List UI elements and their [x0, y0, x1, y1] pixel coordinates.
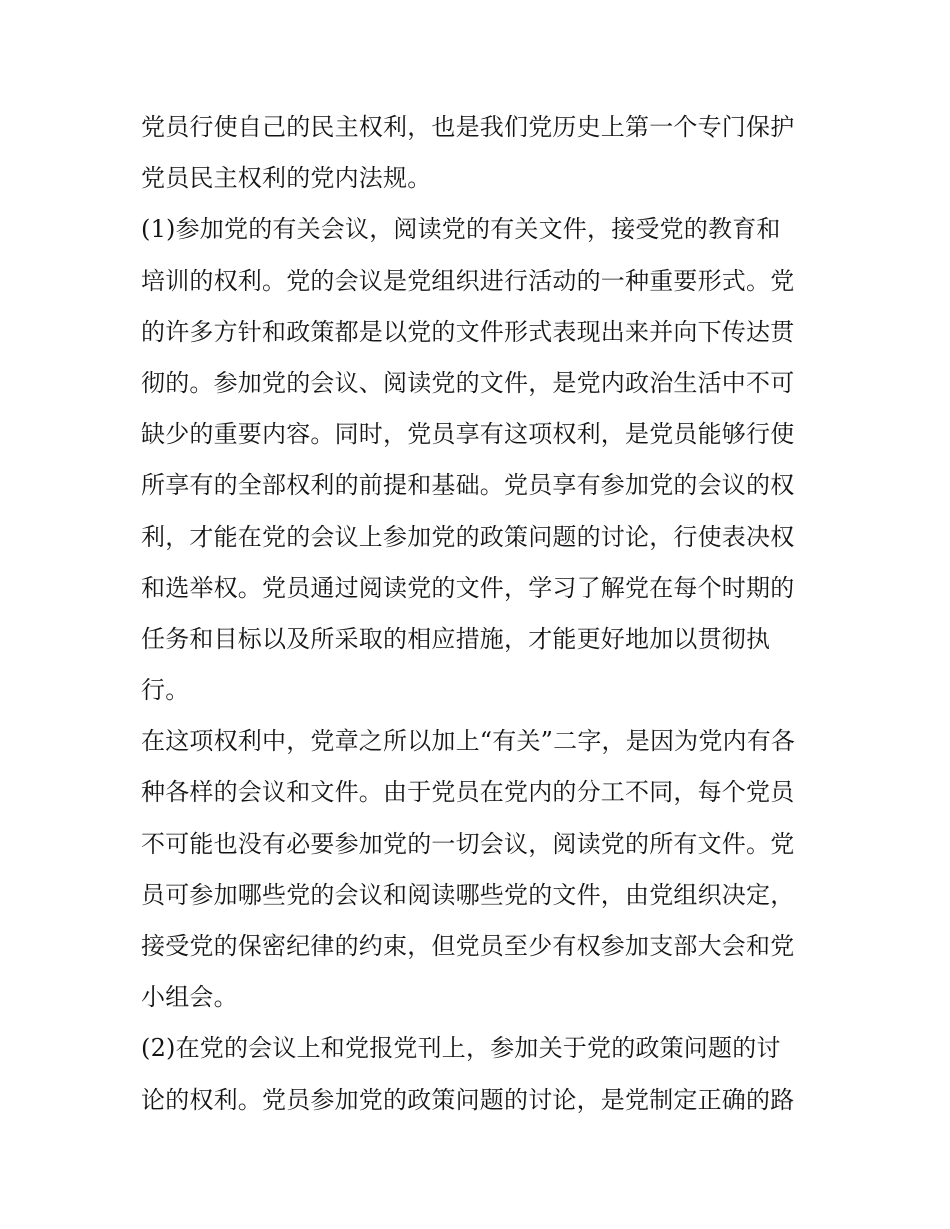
text-line: 的许多方针和政策都是以党的文件形式表现出来并向下传达贯 — [141, 317, 795, 346]
text-line: 缺少的重要内容。同时，党员享有这项权利，是党员能够行使 — [141, 420, 795, 449]
text-line: 彻的。参加党的会议、阅读党的文件，是党内政治生活中不可 — [141, 368, 795, 397]
text-line: (2)在党的会议上和党报党刊上，参加关于党的政策问题的讨 — [141, 1034, 781, 1063]
text-line: 利，才能在党的会议上参加党的政策问题的讨论，行使表决权 — [141, 522, 795, 551]
text-line: (1)参加党的有关会议，阅读党的有关文件，接受党的教育和 — [141, 215, 781, 244]
text-line: 和选举权。党员通过阅读党的文件，学习了解党在每个时期的 — [141, 573, 795, 602]
text-line: 小组会。 — [141, 983, 238, 1012]
text-line: 培训的权利。党的会议是党组织进行活动的一种重要形式。党 — [141, 266, 795, 295]
text-line: 行。 — [141, 676, 190, 705]
text-line: 在这项权利中，党章之所以加上“有关”二字，是因为党内有各 — [141, 727, 796, 756]
text-line: 任务和目标以及所采取的相应措施，才能更好地加以贯彻执 — [141, 624, 771, 653]
document-body — [141, 102, 813, 1126]
text-line: 党员行使自己的民主权利，也是我们党历史上第一个专门保护 — [141, 113, 795, 141]
text-line: 论的权利。党员参加党的政策问题的讨论，是党制定正确的路 — [141, 1085, 795, 1114]
text-line: 接受党的保密纪律的约束，但党员至少有权参加支部大会和党 — [141, 932, 795, 960]
text-line: 种各样的会议和文件。由于党员在党内的分工不同，每个党员 — [141, 778, 795, 807]
text-line: 党员民主权利的党内法规。 — [141, 164, 432, 193]
text-line: 不可能也没有必要参加党的一切会议，阅读党的所有文件。党 — [141, 829, 795, 858]
text-line: 所享有的全部权利的前提和基础。党员享有参加党的会议的权 — [141, 471, 795, 500]
text-line: 员可参加哪些党的会议和阅读哪些党的文件，由党组织决定， — [141, 880, 795, 909]
